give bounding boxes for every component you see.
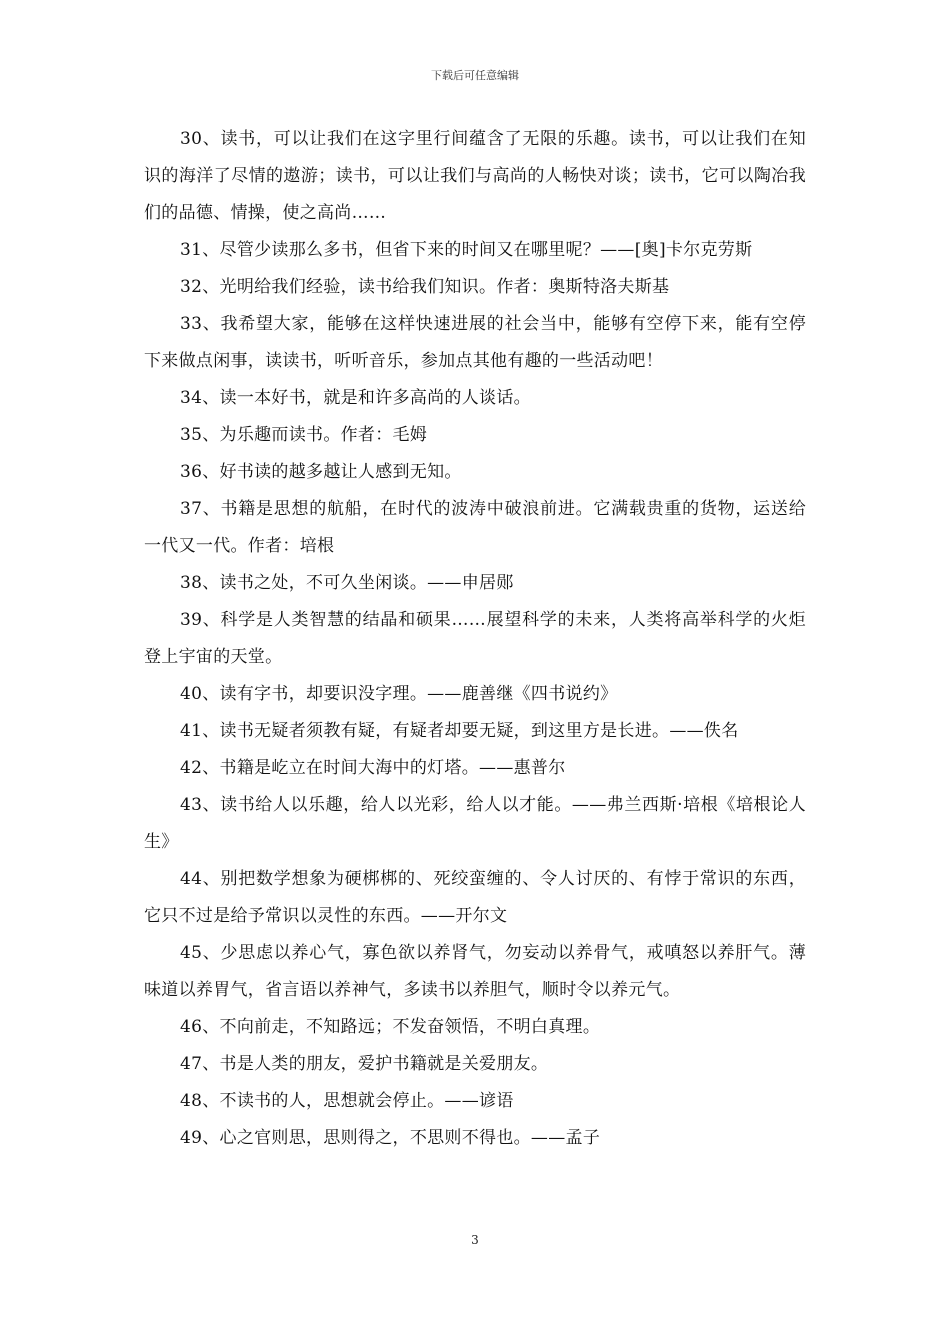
quote-paragraph: 44、别把数学想象为硬梆梆的、死绞蛮缠的、令人讨厌的、有悖于常识的东西，它只不过是给予常识以灵性的东西。——开尔文 [144,869,806,926]
quote-paragraph: 49、心之官则思，思则得之，不思则不得也。——孟子 [180,1128,601,1148]
quote-paragraph: 40、读有字书，却要识没字理。——鹿善继《四书说约》 [180,684,618,704]
quote-paragraph: 37、书籍是思想的航船，在时代的波涛中破浪前进。它满载贵重的货物，运送给一代又一代。作者：培根 [144,499,806,556]
quote-paragraph: 38、读书之处，不可久坐闲谈。——申居郧 [180,573,514,593]
document-body [144,121,806,1157]
quote-paragraph: 31、尽管少读那么多书，但省下来的时间又在哪里呢？——[奥]卡尔克劳斯 [180,240,753,260]
quote-paragraph: 35、为乐趣而读书。作者：毛姆 [180,425,428,445]
quote-paragraph: 36、好书读的越多越让人感到无知。 [180,462,462,482]
page-number: 3 [471,1233,479,1247]
quote-paragraph: 42、书籍是屹立在时间大海中的灯塔。——惠普尔 [180,758,566,778]
quote-paragraph: 43、读书给人以乐趣，给人以光彩，给人以才能。——弗兰西斯·培根《培根论人生》 [144,795,806,852]
quote-paragraph: 33、我希望大家，能够在这样快速进展的社会当中，能够有空停下来，能有空停下来做点闲事，读读书，听听音乐，参加点其他有趣的一些活动吧！ [144,314,806,371]
quote-paragraph: 47、书是人类的朋友，爱护书籍就是关爱朋友。 [180,1054,549,1074]
quote-paragraph: 34、读一本好书，就是和许多高尚的人谈话。 [180,388,531,408]
page-header: 下载后可任意编辑 [431,69,519,82]
quote-paragraph: 39、科学是人类智慧的结晶和硕果……展望科学的未来，人类将高举科学的火炬登上宇宙的天堂。 [144,610,806,667]
quote-paragraph: 30、读书，可以让我们在这字里行间蕴含了无限的乐趣。读书，可以让我们在知识的海洋了尽情的遨游；读书，可以让我们与高尚的人畅快对谈；读书，它可以陶冶我们的品德、情操，使之高尚…… [144,129,806,223]
quote-paragraph: 41、读书无疑者须教有疑，有疑者却要无疑，到这里方是长进。——佚名 [180,721,739,741]
quote-paragraph: 48、不读书的人，思想就会停止。——谚语 [180,1091,514,1111]
quote-paragraph: 45、少思虑以养心气，寡色欲以养肾气，勿妄动以养骨气，戒嗔怒以养肝气。薄味道以养胃气，省言语以养神气，多读书以养胆气，顺时令以养元气。 [144,943,806,1000]
quote-paragraph: 46、不向前走，不知路远；不发奋领悟，不明白真理。 [180,1017,601,1037]
quote-paragraph: 32、光明给我们经验，读书给我们知识。作者：奥斯特洛夫斯基 [180,277,670,297]
